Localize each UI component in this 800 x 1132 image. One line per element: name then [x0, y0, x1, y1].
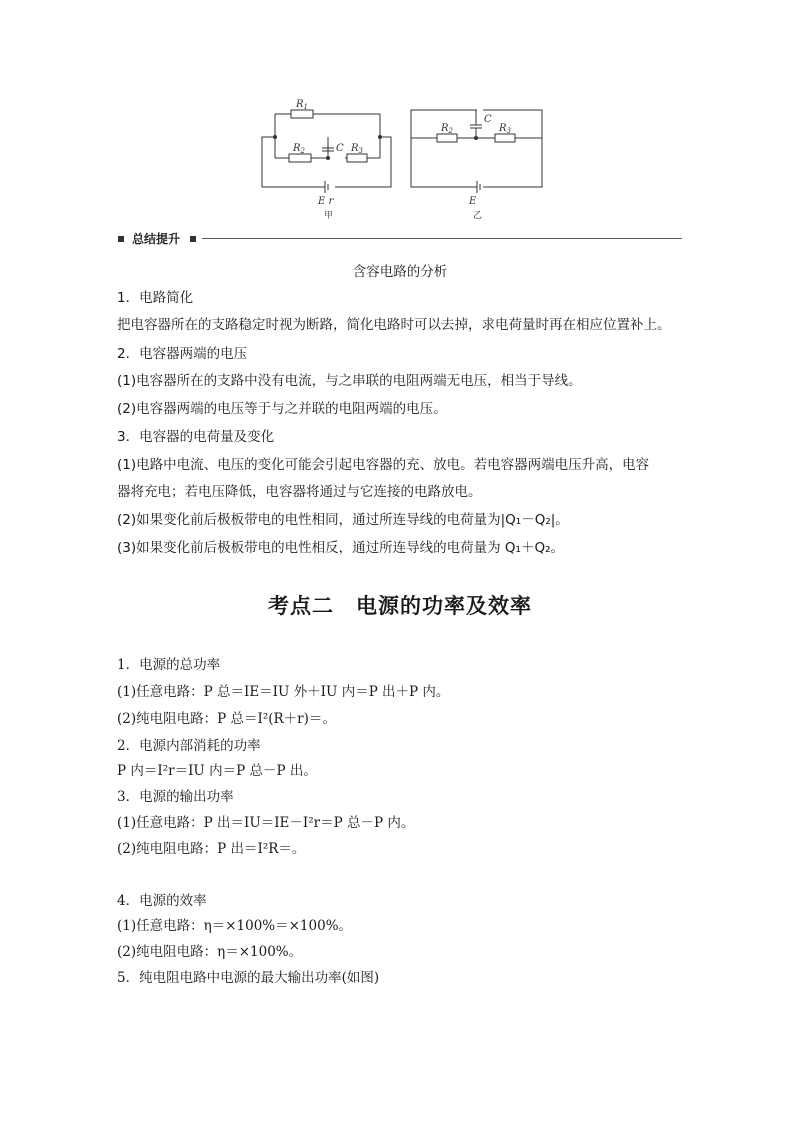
label-r3-right: $R_3$ [499, 123, 511, 135]
summary-item: (2)电容器两端的电压等于与之并联的电阻两端的电压。 [117, 401, 447, 417]
summary-item: 2．电容器两端的电压 [117, 346, 248, 362]
label-c-right: C [484, 114, 492, 125]
label-source-right: E [469, 196, 477, 207]
label-c: C [336, 143, 344, 154]
node-dot [474, 136, 478, 140]
left-circuit [262, 110, 391, 193]
node-dot [273, 135, 277, 139]
section-line: 2．电源内部消耗的功率 [117, 738, 261, 754]
section-line: (1)任意电路：P 出＝IU＝IE－I²r＝P 总－P 内。 [117, 815, 415, 831]
right-circuit [411, 110, 542, 193]
square-bullet-icon [118, 236, 124, 242]
summary-title: 含容电路的分析 [352, 264, 448, 280]
label-r1: $R_1$ [296, 99, 308, 111]
square-bullet-icon [190, 236, 196, 242]
section-line: (1)任意电路：P 总＝IE＝IU 外＋IU 内＝P 出＋P 内。 [117, 684, 450, 700]
summary-item: (1)电路中电流、电压的变化可能会引起电容器的充、放电。若电容器两端电压升高，电容 [117, 457, 650, 473]
section-line: 1．电源的总功率 [117, 657, 221, 673]
label-r3: $R_3$ [351, 143, 363, 155]
label-source: E r [318, 196, 334, 207]
caption-jia: 甲 [324, 211, 334, 221]
summary-item: (2)如果变化前后极板带电的电性相同，通过所连导线的电荷量为|Q₁－Q₂|。 [117, 512, 569, 528]
divider [202, 238, 682, 239]
section-line: 5．纯电阻电路中电源的最大输出功率(如图) [117, 970, 380, 986]
summary-item: 1．电路简化 [117, 290, 194, 306]
caption-yi: 乙 [473, 211, 483, 221]
summary-item: 器将充电；若电压降低，电容器将通过与它连接的电路放电。 [117, 484, 482, 500]
section-line: 3．电源的输出功率 [117, 789, 234, 805]
section-line: (2)纯电阻电路：η＝×100%。 [117, 944, 303, 960]
label-r2: $R_2$ [293, 143, 305, 155]
section-line: P 内＝I²r＝IU 内＝P 总－P 出。 [117, 763, 317, 779]
summary-label: 总结提升 [132, 232, 181, 246]
node-dot [326, 156, 330, 160]
node-dot [378, 135, 382, 139]
summary-item: (3)如果变化前后极板带电的电性相反，通过所连导线的电荷量为 Q₁＋Q₂。 [117, 540, 564, 556]
summary-item: 3．电容器的电荷量及变化 [117, 429, 275, 445]
summary-header [118, 232, 682, 246]
section-line: (2)纯电阻电路：P 总＝I²(R＋r)＝。 [117, 711, 336, 727]
section-line: 4．电源的效率 [117, 893, 207, 909]
summary-item: 把电容器所在的支路稳定时视为断路，简化电路时可以去掉，求电荷量时再在相应位置补上。 [117, 317, 671, 333]
section-line: (1)任意电路：η＝×100%＝×100%。 [117, 918, 353, 934]
section-line: (2)纯电阻电路：P 出＝I²R＝。 [117, 841, 306, 857]
section-heading: 考点二 电源的功率及效率 [268, 593, 532, 618]
label-r2-right: $R_2$ [441, 123, 453, 135]
summary-item: (1)电容器所在的支路中没有电流，与之串联的电阻两端无电压，相当于导线。 [117, 373, 582, 389]
circuit-diagrams [255, 92, 555, 227]
